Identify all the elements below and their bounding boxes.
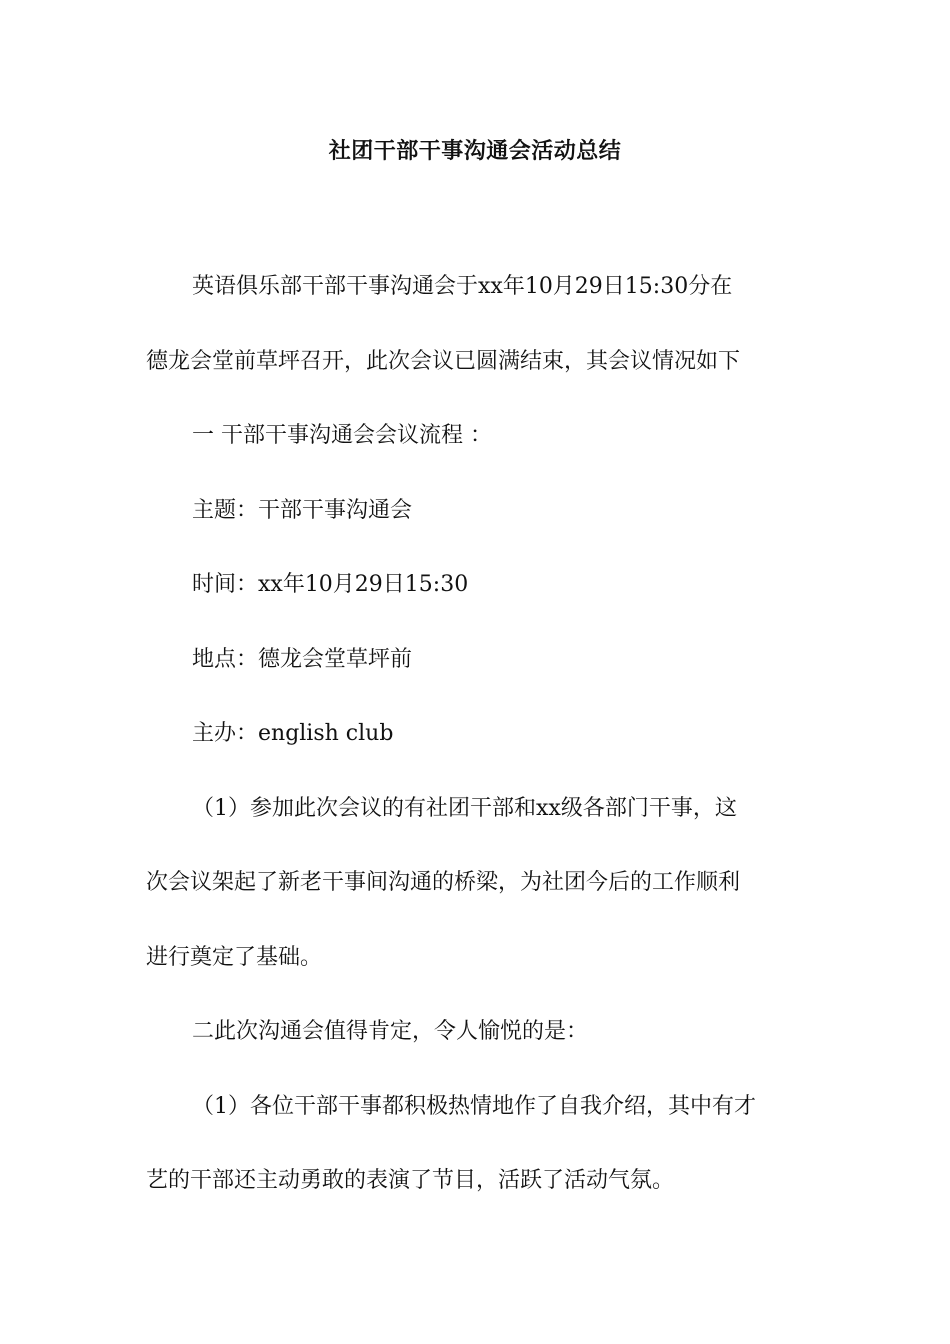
paragraph-introductions [146, 1070, 808, 1219]
section-heading-highlights [146, 995, 808, 1070]
info-theme [146, 474, 808, 549]
paragraph-line: 时间：xx年10月29日15:30 [192, 572, 469, 597]
paragraph-intro [146, 250, 808, 399]
paragraph-participants [146, 772, 808, 996]
paragraph-line: 英语俱乐部干部干事沟通会于xx年10月29日15:30分在 [192, 274, 733, 299]
paragraph-line: 二此次沟通会值得肯定，令人愉悦的是： [192, 1019, 589, 1044]
info-location [146, 623, 808, 698]
info-time [146, 548, 808, 623]
paragraph-line: 主办：english club [192, 721, 394, 746]
info-organizer [146, 697, 808, 772]
document-title: 社团干部干事沟通会活动总结 [328, 139, 622, 164]
paragraph-line: 进行奠定了基础。 [146, 944, 323, 970]
paragraph-line: 艺的干部还主动勇敢的表演了节目，活跃了活动气氛。 [146, 1168, 675, 1193]
section-heading-process [146, 399, 808, 474]
paragraph-line: 一 干部干事沟通会会议流程 ： [192, 423, 492, 448]
paragraph-line: 次会议架起了新老干事间沟通的桥梁，为社团今后的工作顺利 [146, 870, 741, 895]
document-body [146, 250, 808, 1219]
paragraph-line: （1）各位干部干事都积极热情地作了自我介绍，其中有才 [192, 1093, 756, 1119]
paragraph-line: 地点：德龙会堂草坪前 [192, 646, 413, 672]
paragraph-line: （1）参加此次会议的有社团干部和xx级各部门干事，这 [192, 795, 737, 821]
paragraph-line: 德龙会堂前草坪召开，此次会议已圆满结束，其会议情况如下 [146, 348, 741, 374]
paragraph-line: 主题：干部干事沟通会 [192, 497, 413, 523]
